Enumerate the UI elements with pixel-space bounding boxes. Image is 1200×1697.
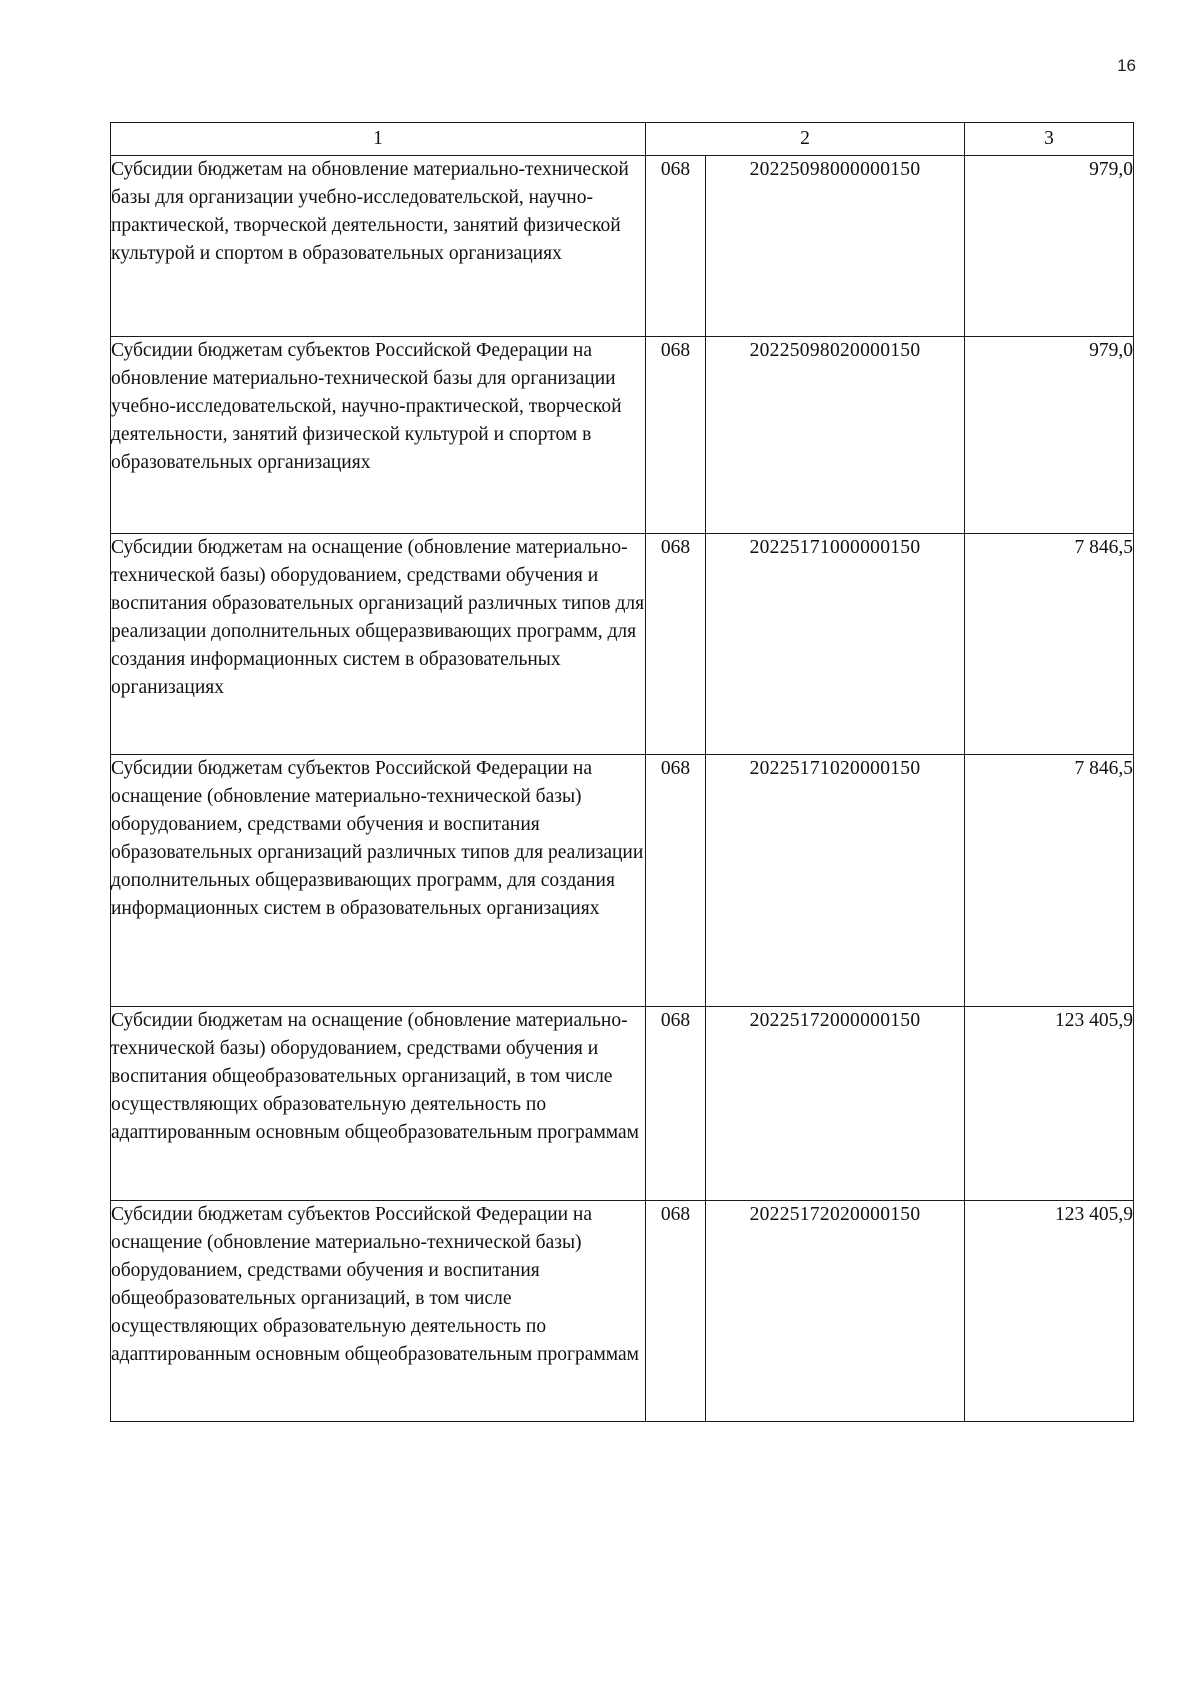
- row-budget-code: 20225172000000150: [706, 1007, 965, 1201]
- row-amount: 979,0: [965, 337, 1134, 534]
- row-budget-code: 20225171020000150: [706, 755, 965, 1007]
- row-admin-code: 068: [646, 1007, 706, 1201]
- row-admin-code: 068: [646, 337, 706, 534]
- row-budget-code: 20225098000000150: [706, 156, 965, 337]
- row-amount: 979,0: [965, 156, 1134, 337]
- header-col-1: 1: [111, 123, 646, 156]
- row-amount: 7 846,5: [965, 534, 1134, 755]
- row-admin-code: 068: [646, 1201, 706, 1422]
- row-budget-code: 20225172020000150: [706, 1201, 965, 1422]
- row-description: Субсидии бюджетам субъектов Российской Федерации на обновление материально-технической базы для организации учебно-исследовательской, научно-практической, творческой деятельности, занятий физической культурой и спортом в образовательных организациях: [111, 337, 646, 534]
- row-description: Субсидии бюджетам на оснащение (обновление материально-технической базы) оборудованием, средствами обучения и воспитания общеобразовательных организаций, в том числе осуществляющих образовательную деятельность по адаптированным основным общеобразовательным программам: [111, 1007, 646, 1201]
- row-description: Субсидии бюджетам на оснащение (обновление материально-технической базы) оборудованием, средствами обучения и воспитания образовательных организаций различных типов для реализации дополнительных общеразвивающих программ, для создания информационных систем в образовательных организациях: [111, 534, 646, 755]
- row-admin-code: 068: [646, 755, 706, 1007]
- row-amount: 123 405,9: [965, 1007, 1134, 1201]
- table-row: [111, 1007, 1134, 1201]
- budget-revenue-table: [110, 122, 1134, 1422]
- table-row: [111, 156, 1134, 337]
- table-row: [111, 337, 1134, 534]
- row-description: Субсидии бюджетам субъектов Российской Федерации на оснащение (обновление материально-технической базы) оборудованием, средствами обучения и воспитания общеобразовательных организаций, в том числе осуществляющих образовательную деятельность по адаптированным основным общеобразовательным программам: [111, 1201, 646, 1422]
- header-col-3: 3: [965, 123, 1134, 156]
- row-budget-code: 20225098020000150: [706, 337, 965, 534]
- row-description: Субсидии бюджетам на обновление материально-технической базы для организации учебно-исследовательской, научно-практической, творческой деятельности, занятий физической культурой и спортом в образовательных организациях: [111, 156, 646, 337]
- row-budget-code: 20225171000000150: [706, 534, 965, 755]
- page-number: 16: [1117, 56, 1136, 75]
- table-row: [111, 755, 1134, 1007]
- row-amount: 123 405,9: [965, 1201, 1134, 1422]
- row-admin-code: 068: [646, 156, 706, 337]
- row-admin-code: 068: [646, 534, 706, 755]
- row-description: Субсидии бюджетам субъектов Российской Федерации на оснащение (обновление материально-технической базы) оборудованием, средствами обучения и воспитания образовательных организаций различных типов для реализации дополнительных общеразвивающих программ, для создания информационных систем в образовательных организациях: [111, 755, 646, 1007]
- table-row: [111, 1201, 1134, 1422]
- table-row: [111, 534, 1134, 755]
- table-header-row: [111, 123, 1134, 156]
- header-col-2: 2: [646, 123, 965, 156]
- row-amount: 7 846,5: [965, 755, 1134, 1007]
